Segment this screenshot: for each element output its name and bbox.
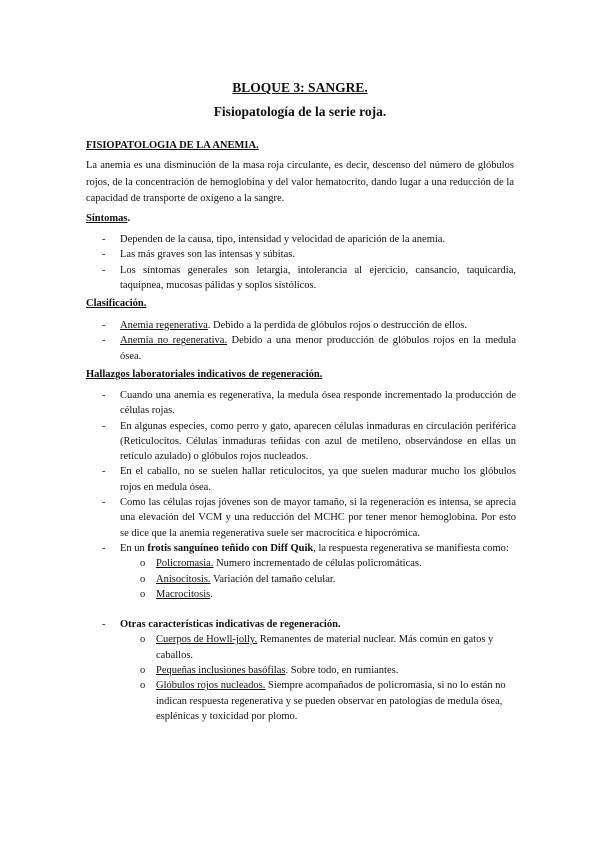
section-heading-sintomas	[86, 212, 130, 225]
list-item	[86, 541, 516, 602]
document-title: BLOQUE 3: SANGRE.	[232, 80, 368, 95]
term-description: Debido a una menor producción de glóbulos rojos en la medula ósea.	[120, 335, 516, 362]
sintomas-list	[86, 232, 516, 293]
sintomas-heading-suffix: .	[127, 213, 131, 224]
list-item: - Cuando una anemia es regenerativa, la medula ósea responde incrementado la producción de células rojas.	[86, 388, 516, 419]
clasificacion-list	[86, 318, 516, 364]
list-item: - En el caballo, no se suelen hallar reticulocitos, ya que suelen madurar mucho los glóbulos rojos en medula ósea.	[86, 464, 516, 495]
sub-list-item	[120, 556, 516, 571]
list-item	[86, 617, 516, 724]
list-item	[86, 318, 516, 333]
sintomas-heading-text: Síntomas	[86, 213, 128, 224]
term-description: .	[210, 588, 213, 600]
term-description: . Debido a la perdida de glóbulos rojos o destrucción de ellos.	[207, 320, 467, 331]
term-anemia-regenerativa: Anemia regenerativa	[120, 320, 208, 331]
frotis-prefix: En un	[120, 542, 148, 554]
frotis-suffix: , la respuesta regenerativa se manifiesta como:	[313, 542, 509, 554]
list-item	[86, 333, 516, 364]
frotis-sublist	[120, 556, 516, 602]
term-description: . Sobre todo, en rumiantes.	[285, 665, 399, 677]
term-description: Numero incrementado de células policromáticas.	[213, 558, 422, 570]
hallazgos-list	[86, 388, 516, 724]
term-macrocitosis: Macrocitosis	[156, 588, 211, 600]
section-heading-hallazgos: Hallazgos laboratoriales indicativos de regeneración.	[86, 369, 323, 380]
sub-list-item	[120, 572, 516, 587]
list-item: - En algunas especies, como perro y gato, aparecen células inmaduras en circulación periférica (Reticulocitos. Células inmaduras teñidas con azul de metileno, observándose en ellas un retículo azulado) o glóbulos rojos nucleados.	[86, 419, 516, 465]
sub-list-item	[120, 678, 516, 724]
sub-list-item	[120, 632, 516, 663]
list-item: - Como las células rojas jóvenes son de mayor tamaño, si la regeneración es intensa, se aprecia una elevación del VCM y una reducción del MCHC por tener menor hemoglobina. Por esto se dice que la anemia regenerativa suele ser macrocitica e hipocrómica.	[86, 495, 516, 541]
sub-list-item	[120, 663, 516, 678]
document-subtitle: Fisiopatología de la serie roja.	[213, 104, 387, 119]
term-globulos-rojos-nucleados: Glóbulos rojos nucleados.	[156, 680, 266, 692]
sub-list-item	[120, 587, 516, 602]
section-heading-clasificacion: Clasificación.	[86, 298, 147, 309]
term-description: Variación del tamaño celular.	[210, 573, 336, 585]
term-inclusiones-basofilas: Pequeñas inclusiones basófilas	[156, 665, 286, 677]
term-anisocitosis: Anisocitosis.	[156, 573, 211, 585]
section-heading-anemia: FISIOPATOLOGIA DE LA ANEMIA.	[86, 140, 259, 151]
otras-sublist	[120, 632, 516, 724]
anemia-definition-paragraph: La anemia es una disminución de la masa roja circulante, es decir, descenso del número de glóbulos rojos, de la concentración de hemoglobina y del valor hematocrito, dando lugar a una reducción de la capacidad de transporte de oxígeno a la sangre.	[86, 160, 514, 204]
list-item: - Las más graves son las intensas y súbitas.	[86, 247, 516, 262]
term-anemia-no-regenerativa: Anemia no regenerativa.	[120, 335, 228, 347]
frotis-bold: frotis sanguíneo teñido con Diff Quik	[147, 542, 314, 554]
term-description: Remanentes de material nuclear. Más común en gatos y caballos.	[156, 634, 494, 661]
otras-heading: Otras características indicativas de regeneración.	[120, 619, 341, 631]
term-description: Siempre acompañados de policromasia, si no lo están no indican respuesta regenerativa y se pueden observar en patologías de medula ósea, esplénicas y toxicidad por plomo.	[156, 680, 506, 722]
term-policromasia: Policromasia.	[156, 558, 214, 570]
term-cuerpos-howell-jolly: Cuerpos de Howll-jolly.	[156, 634, 258, 646]
list-item: - Los síntomas generales son letargia, intolerancia al ejercicio, cansancio, taquicardia, taquipnea, mucosas pálidas y soplos sistólicos.	[86, 263, 516, 294]
list-item: - Dependen de la causa, tipo, intensidad y velocidad de aparición de la anemia.	[86, 232, 516, 247]
